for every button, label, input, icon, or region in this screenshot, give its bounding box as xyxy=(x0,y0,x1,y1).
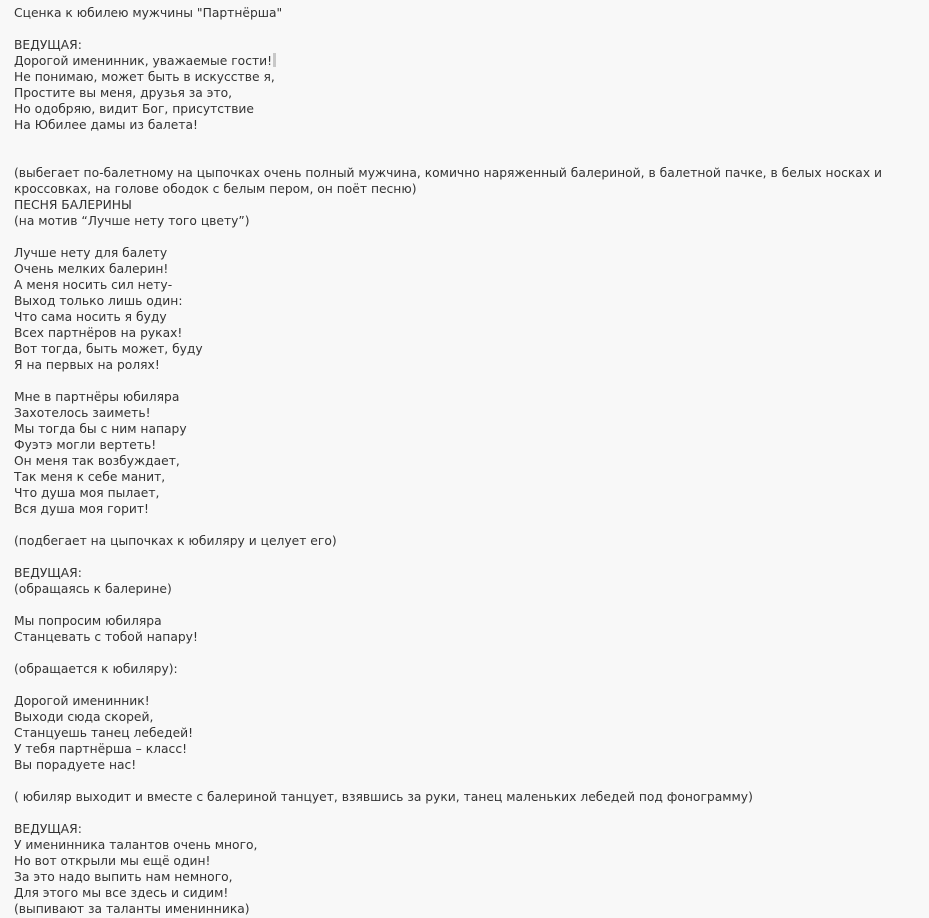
speaker-label: ВЕДУЩАЯ: xyxy=(14,38,82,52)
text-line: За это надо выпить нам немного, xyxy=(14,870,233,884)
text-line: Мы попросим юбиляра xyxy=(14,614,162,628)
document-title: Сценка к юбилею мужчины "Партнёрша" xyxy=(14,6,283,20)
speaker-label: ВЕДУЩАЯ: xyxy=(14,566,82,580)
speaker-label: ВЕДУЩАЯ: xyxy=(14,822,82,836)
blank-line xyxy=(14,229,929,245)
verse-line: Всех партнёров на руках! xyxy=(14,326,183,340)
verse-line: Что сама носить я буду xyxy=(14,310,167,324)
stage-direction: (выбегает по-балетному на цыпочках очень полный мужчина, комично наряженный балериной, в балетной пачке, в белых носках и кроссовках, на голове ободок с белым пером, он поёт песню) xyxy=(14,166,882,196)
verse-line: Вся душа моя горит! xyxy=(14,502,149,516)
verse-line: Фуэтэ могли вертеть! xyxy=(14,438,157,452)
verse-line: Лучше нету для балету xyxy=(14,246,168,260)
stage-direction: (подбегает на цыпочках к юбиляру и целует его) xyxy=(14,534,337,548)
verse-line: Захотелось заиметь! xyxy=(14,406,151,420)
text-line: На Юбилее дамы из балета! xyxy=(14,118,198,132)
text-line: Для этого мы все здесь и сидим! xyxy=(14,886,229,900)
blank-line xyxy=(14,549,929,565)
verse-line: Что душа моя пылает, xyxy=(14,486,160,500)
text-line: Станцуешь танец лебедей! xyxy=(14,726,194,740)
blank-line xyxy=(14,645,929,661)
stage-direction: (выпивают за таланты именинника) xyxy=(14,902,250,916)
text-line: Простите вы меня, друзья за это, xyxy=(14,86,233,100)
stage-direction: (обращаясь к балерине) xyxy=(14,582,172,596)
verse-line: Вот тогда, быть может, буду xyxy=(14,342,203,356)
text-line: У именинника талантов очень много, xyxy=(14,838,258,852)
blank-line xyxy=(14,597,929,613)
text-line-content: Дорогой именинник, уважаемые гости! xyxy=(14,54,273,68)
verse-line: Выход только лишь один: xyxy=(14,294,183,308)
text-line: Выходи сюда скорей, xyxy=(14,710,154,724)
blank-line xyxy=(14,373,929,389)
blank-line xyxy=(14,21,929,37)
verse-line: Я на первых на ролях! xyxy=(14,358,160,372)
stage-direction: ( юбиляр выходит и вместе с балериной танцует, взявшись за руки, танец маленьких лебедей под фонограмму) xyxy=(14,790,753,804)
text-cursor xyxy=(273,53,276,67)
blank-line xyxy=(14,773,929,789)
blank-line xyxy=(14,677,929,693)
blank-line xyxy=(14,805,929,821)
blank-line xyxy=(14,517,929,533)
text-line: Вы порадуете нас! xyxy=(14,758,137,772)
verse-line: Очень мелких балерин! xyxy=(14,262,169,276)
blank-line xyxy=(14,149,929,165)
text-line: Не понимаю, может быть в искусстве я, xyxy=(14,70,275,84)
verse-line: Так меня к себе манит, xyxy=(14,470,166,484)
text-line xyxy=(14,53,929,69)
text-line: Но одобряю, видит Бог, присутствие xyxy=(14,102,254,116)
text-line: Но вот открыли мы ещё один! xyxy=(14,854,211,868)
verse-line: Мне в партнёры юбиляра xyxy=(14,390,180,404)
song-tune: (на мотив “Лучше нету того цвету”) xyxy=(14,214,250,228)
verse-line: Он меня так возбуждает, xyxy=(14,454,180,468)
stage-direction: (обращается к юбиляру): xyxy=(14,662,178,676)
verse-line: А меня носить сил нету- xyxy=(14,278,173,292)
text-line: Дорогой именинник! xyxy=(14,694,150,708)
text-line: У тебя партнёрша – класс! xyxy=(14,742,188,756)
verse-line: Мы тогда бы с ним напару xyxy=(14,422,187,436)
song-title: ПЕСНЯ БАЛЕРИНЫ xyxy=(14,198,132,212)
blank-line xyxy=(14,133,929,149)
text-line: Станцевать с тобой напару! xyxy=(14,630,198,644)
